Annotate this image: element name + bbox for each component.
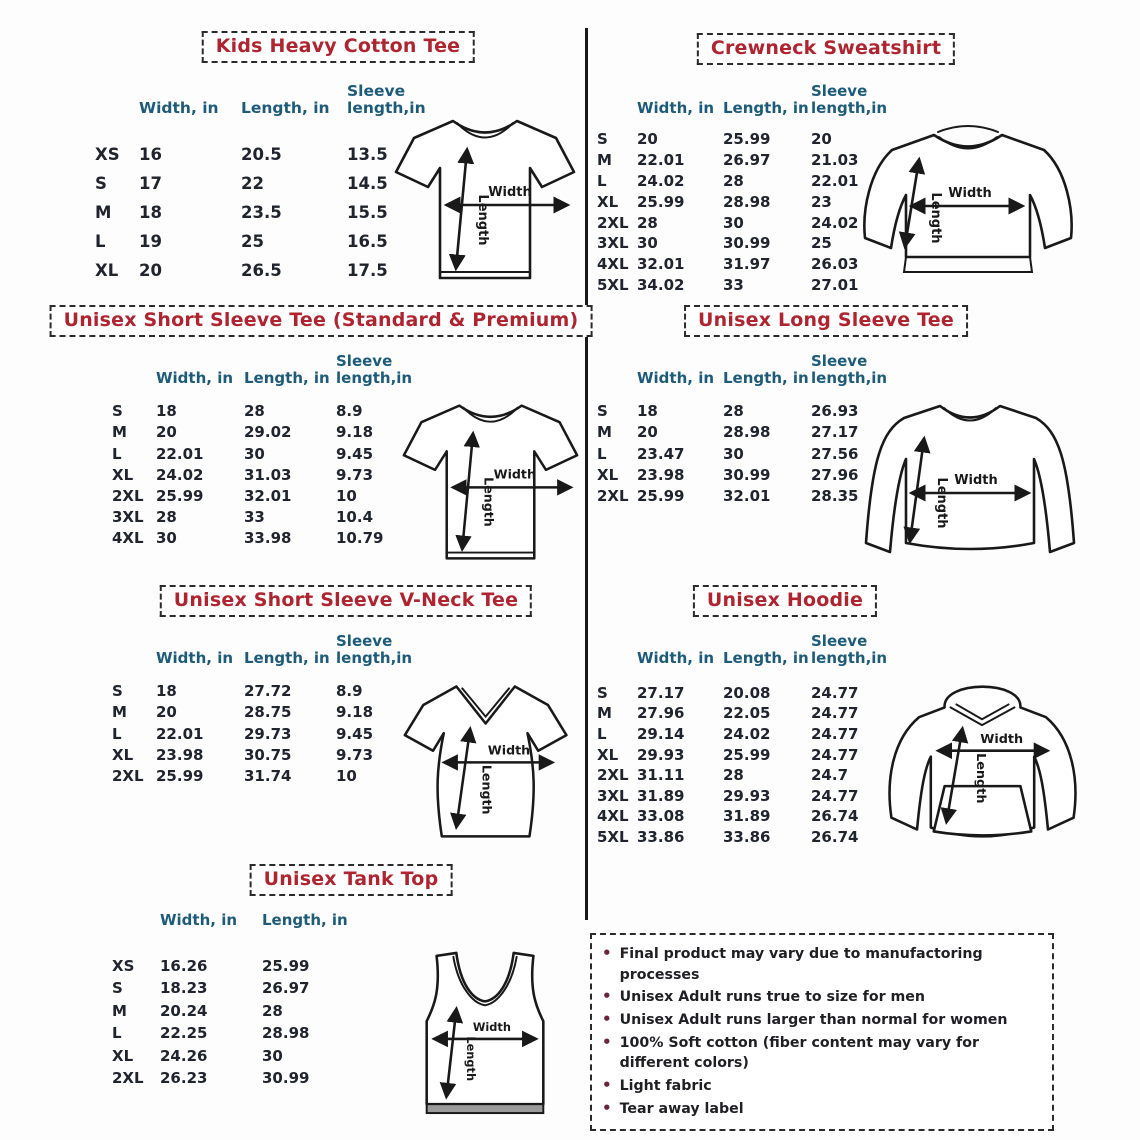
size-value: 20 — [637, 130, 658, 149]
width-label: Width — [948, 186, 992, 201]
size-value: 28.98 — [723, 192, 771, 211]
size-value: 34.02 — [637, 276, 685, 295]
column-header: Sleeve length,in — [811, 632, 888, 667]
size-value: 24.77 — [811, 704, 859, 723]
size-value: 24.77 — [811, 683, 859, 702]
size-value: 25.99 — [723, 130, 771, 149]
size-value: 20.08 — [723, 683, 771, 702]
size-value: 30.99 — [723, 234, 771, 253]
size-value: 27.01 — [811, 276, 859, 295]
size-value: 10.4 — [336, 508, 374, 527]
long-sleeve-tee-illustration — [860, 393, 1080, 575]
size-value: 33.86 — [637, 828, 685, 847]
table-crewneck-sweatshirt — [597, 83, 893, 296]
size-value: 23 — [811, 192, 832, 211]
length-label: Length — [481, 477, 497, 527]
size-value: 25.99 — [156, 486, 204, 505]
size-value: 10.79 — [336, 529, 384, 548]
size-label: XS — [112, 956, 135, 975]
width-label: Width — [472, 1020, 511, 1035]
sweatshirt-illustration — [858, 118, 1078, 288]
size-value: 18 — [637, 402, 658, 421]
section-title-text: Unisex Hoodie — [706, 589, 864, 611]
size-value: 30 — [723, 213, 744, 232]
column-header: Sleeve length,in — [336, 632, 413, 667]
size-value: 28 — [244, 402, 265, 421]
size-label: XL — [112, 465, 134, 484]
size-value: 30 — [156, 529, 177, 548]
note-text: Unisex Adult runs true to size for men — [619, 989, 926, 1006]
hoodie-illustration — [880, 668, 1085, 860]
size-value: 24.02 — [811, 213, 859, 232]
size-value: 26.93 — [811, 402, 859, 421]
size-value: 18 — [156, 682, 177, 701]
size-value: 29.73 — [244, 724, 292, 743]
size-label: 4XL — [597, 807, 629, 826]
column-header: Length, in — [723, 98, 809, 117]
section-title-text: Unisex Tank Top — [263, 868, 439, 890]
size-label: 2XL — [597, 213, 629, 232]
size-label: M — [95, 202, 112, 222]
section-title-text: Unisex Long Sleeve Tee — [698, 309, 954, 331]
table-header-row — [597, 83, 893, 119]
size-value: 31.11 — [637, 766, 685, 785]
size-value: 23.5 — [241, 202, 282, 222]
v-neck-tee-illustration — [398, 672, 583, 847]
size-value: 18 — [139, 202, 162, 222]
size-value: 22 — [241, 173, 264, 193]
size-value: 25.99 — [637, 192, 685, 211]
size-value: 31.74 — [244, 766, 292, 785]
size-label: XL — [597, 192, 619, 211]
size-label: M — [112, 1001, 127, 1020]
size-value: 29.14 — [637, 725, 685, 744]
size-label: L — [597, 444, 607, 463]
size-value: 31.89 — [637, 786, 685, 805]
size-value: 22.01 — [156, 444, 204, 463]
size-value: 32.01 — [244, 486, 292, 505]
tee-illustration — [390, 108, 580, 293]
size-value: 9.18 — [336, 423, 374, 442]
column-header: Sleeve length,in — [336, 352, 413, 387]
section-title-text: Unisex Short Sleeve Tee (Standard & Premium) — [63, 309, 579, 331]
table-body — [112, 401, 420, 549]
size-value: 9.45 — [336, 724, 374, 743]
size-value: 28.98 — [723, 423, 771, 442]
size-label: S — [597, 683, 608, 702]
size-value: 26.74 — [811, 828, 859, 847]
table-kids-heavy-cotton-tee — [95, 83, 435, 285]
size-value: 16.5 — [347, 231, 388, 251]
width-label: Width — [954, 473, 998, 488]
size-value: 32.01 — [637, 255, 685, 274]
size-value: 16 — [139, 144, 162, 164]
size-label: L — [112, 1024, 122, 1043]
title-unisex-long-sleeve-tee — [684, 305, 968, 337]
size-value: 20 — [139, 260, 162, 280]
size-value: 31.89 — [723, 807, 771, 826]
section-title-text: Unisex Short Sleeve V-Neck Tee — [173, 589, 519, 611]
size-value: 30 — [262, 1046, 283, 1065]
size-value: 28 — [262, 1001, 283, 1020]
hem-band — [904, 257, 1032, 272]
size-value: 26.03 — [811, 255, 859, 274]
size-value: 20 — [156, 703, 177, 722]
size-label: 5XL — [597, 276, 629, 295]
size-value: 20 — [637, 423, 658, 442]
size-value: 28.98 — [262, 1024, 310, 1043]
size-column-spacer — [597, 117, 637, 119]
note-text: 100% Soft cotton (fiber content may vary for different colors) — [619, 1034, 979, 1072]
note-line — [602, 1075, 1042, 1097]
column-header: Length, in — [262, 911, 348, 929]
size-value: 28 — [723, 766, 744, 785]
size-label: 2XL — [112, 486, 144, 505]
title-unisex-hoodie — [693, 585, 877, 617]
size-value: 23.98 — [637, 465, 685, 484]
column-header: Width, in — [156, 648, 234, 667]
size-value: 28 — [723, 171, 744, 190]
column-header: Sleeve length,in — [347, 82, 426, 118]
column-header: Width, in — [139, 99, 219, 118]
bullet-icon: • — [602, 1098, 612, 1117]
size-label: L — [95, 231, 106, 251]
bullet-icon: • — [602, 1032, 612, 1051]
table-header-row — [597, 633, 893, 669]
size-value: 22.01 — [156, 724, 204, 743]
size-value: 33 — [244, 508, 265, 527]
size-label: XS — [95, 144, 120, 164]
note-line — [602, 986, 1042, 1008]
table-body — [112, 955, 362, 1089]
column-header: Length, in — [241, 99, 330, 118]
size-value: 13.5 — [347, 144, 388, 164]
bullet-icon: • — [602, 1009, 612, 1028]
size-label: M — [112, 423, 127, 442]
length-label: Length — [973, 753, 989, 804]
note-text: Unisex Adult runs larger than normal for women — [619, 1011, 1008, 1028]
size-value: 28 — [637, 213, 658, 232]
size-label: L — [597, 725, 607, 744]
note-line — [602, 943, 1042, 985]
column-header: Length, in — [244, 648, 330, 667]
size-label: 3XL — [597, 234, 629, 253]
size-value: 20.5 — [241, 144, 282, 164]
size-value: 30 — [637, 234, 658, 253]
table-body — [95, 140, 435, 285]
width-label: Width — [488, 185, 532, 200]
size-value: 24.26 — [160, 1046, 208, 1065]
column-divider — [585, 28, 588, 920]
size-value: 9.73 — [336, 465, 374, 484]
size-value: 27.56 — [811, 444, 859, 463]
size-value: 18 — [156, 402, 177, 421]
table-unisex-v-neck-tee — [112, 633, 420, 787]
width-label: Width — [493, 466, 536, 482]
size-label: 2XL — [597, 766, 629, 785]
size-value: 9.73 — [336, 745, 374, 764]
size-value: 28 — [723, 402, 744, 421]
size-value: 10 — [336, 486, 357, 505]
size-value: 22.01 — [811, 171, 859, 190]
width-label: Width — [980, 731, 1024, 747]
size-value: 28 — [156, 508, 177, 527]
size-value: 21.03 — [811, 150, 859, 169]
size-column-spacer — [112, 387, 156, 389]
size-label: XL — [95, 260, 119, 280]
table-unisex-long-sleeve-tee — [597, 353, 893, 507]
size-label: S — [95, 173, 107, 193]
size-value: 22.01 — [637, 150, 685, 169]
size-value: 33.98 — [244, 529, 292, 548]
table-body — [597, 129, 893, 296]
size-value: 24.77 — [811, 745, 859, 764]
size-value: 28.75 — [244, 703, 292, 722]
size-value: 31.97 — [723, 255, 771, 274]
column-header: Sleeve length,in — [811, 352, 888, 387]
size-value: 16.26 — [160, 956, 208, 975]
table-body — [597, 683, 893, 848]
size-value: 15.5 — [347, 202, 388, 222]
tank-top-illustration — [420, 948, 550, 1118]
bullet-icon: • — [602, 987, 612, 1006]
table-unisex-hoodie — [597, 633, 893, 847]
title-unisex-tank-top — [250, 864, 453, 896]
size-column-spacer — [112, 929, 160, 931]
size-label: S — [112, 979, 123, 998]
column-header: Width, in — [156, 368, 234, 387]
size-value: 8.9 — [336, 402, 363, 421]
size-value: 25.99 — [723, 745, 771, 764]
table-body — [112, 681, 420, 787]
table-unisex-short-sleeve-tee — [112, 353, 420, 549]
size-column-spacer — [95, 118, 139, 120]
size-value: 10 — [336, 766, 357, 785]
size-value: 25.99 — [156, 766, 204, 785]
size-value: 14.5 — [347, 173, 388, 193]
size-label: XL — [597, 465, 619, 484]
tee-illustration — [398, 393, 583, 573]
column-header: Width, in — [637, 648, 715, 667]
table-header-row — [95, 83, 435, 120]
table-header-row — [112, 912, 362, 931]
size-value: 29.93 — [637, 745, 685, 764]
size-value: 25 — [241, 231, 264, 251]
collar-line — [938, 126, 998, 132]
size-value: 26.74 — [811, 807, 859, 826]
title-unisex-v-neck-tee — [160, 585, 532, 617]
column-header: Sleeve length,in — [811, 82, 888, 117]
note-text: Light fabric — [619, 1077, 712, 1094]
table-header-row — [112, 353, 420, 389]
size-value: 25.99 — [637, 486, 685, 505]
size-label: S — [597, 130, 608, 149]
table-body — [597, 401, 893, 507]
length-label: Length — [464, 1036, 479, 1082]
size-label: M — [597, 150, 612, 169]
size-value: 26.23 — [160, 1068, 208, 1087]
size-value: 32.01 — [723, 486, 771, 505]
hem-band — [427, 1104, 544, 1113]
size-value: 24.7 — [811, 766, 849, 785]
size-value: 20.24 — [160, 1001, 208, 1020]
size-label: S — [112, 682, 123, 701]
size-value: 23.98 — [156, 745, 204, 764]
size-value: 17 — [139, 173, 162, 193]
size-value: 25 — [811, 234, 832, 253]
size-value: 24.02 — [637, 171, 685, 190]
size-value: 30 — [244, 444, 265, 463]
size-value: 18.23 — [160, 979, 208, 998]
size-value: 30.99 — [723, 465, 771, 484]
size-label: 5XL — [597, 828, 629, 847]
size-label: M — [597, 704, 612, 723]
bullet-icon: • — [602, 1075, 612, 1094]
size-value: 17.5 — [347, 260, 388, 280]
size-value: 20 — [811, 130, 832, 149]
column-header: Width, in — [160, 911, 238, 929]
size-label: L — [112, 724, 122, 743]
size-value: 9.45 — [336, 444, 374, 463]
size-label: XL — [112, 1046, 134, 1065]
size-value: 27.72 — [244, 682, 292, 701]
bullet-icon: • — [602, 944, 612, 962]
size-value: 26.97 — [262, 979, 310, 998]
size-value: 9.18 — [336, 703, 374, 722]
size-column-spacer — [597, 667, 637, 669]
column-header: Length, in — [723, 648, 809, 667]
size-value: 8.9 — [336, 682, 363, 701]
size-column-spacer — [597, 387, 637, 389]
size-value: 24.02 — [723, 725, 771, 744]
width-label: Width — [487, 742, 531, 758]
size-label: S — [112, 402, 123, 421]
size-value: 26.97 — [723, 150, 771, 169]
note-line — [602, 1032, 1042, 1074]
length-label: Length — [475, 194, 490, 246]
size-label: L — [597, 171, 607, 190]
title-crewneck-sweatshirt — [697, 33, 955, 65]
size-value: 20 — [156, 423, 177, 442]
product-notes-box — [590, 933, 1054, 1131]
table-header-row — [597, 353, 893, 389]
note-line — [602, 1098, 1042, 1120]
size-label: 3XL — [112, 508, 144, 527]
size-value: 22.25 — [160, 1024, 208, 1043]
note-line — [602, 1009, 1042, 1031]
size-label: L — [112, 444, 122, 463]
size-value: 30.99 — [262, 1068, 310, 1087]
size-value: 30.75 — [244, 745, 292, 764]
size-value: 27.17 — [637, 683, 685, 702]
size-value: 24.77 — [811, 725, 859, 744]
size-label: 3XL — [597, 786, 629, 805]
size-label: M — [597, 423, 612, 442]
size-value: 24.02 — [156, 465, 204, 484]
column-header: Length, in — [723, 368, 809, 387]
size-value: 23.47 — [637, 444, 685, 463]
title-unisex-short-sleeve-tee — [50, 305, 593, 337]
note-text: Tear away label — [619, 1100, 744, 1117]
size-label: M — [112, 703, 127, 722]
size-value: 33.86 — [723, 828, 771, 847]
size-label: 2XL — [597, 486, 629, 505]
table-header-row — [112, 633, 420, 669]
length-label: Length — [479, 764, 495, 815]
size-label: S — [597, 402, 608, 421]
column-header: Width, in — [637, 368, 715, 387]
section-title-text: Kids Heavy Cotton Tee — [215, 35, 461, 57]
size-value: 27.96 — [637, 704, 685, 723]
section-title-text: Crewneck Sweatshirt — [710, 37, 942, 59]
size-value: 26.5 — [241, 260, 282, 280]
column-header: Length, in — [244, 368, 330, 387]
size-value: 19 — [139, 231, 162, 251]
size-value: 28.35 — [811, 486, 859, 505]
size-value: 25.99 — [262, 956, 310, 975]
size-label: XL — [597, 745, 619, 764]
size-value: 30 — [723, 444, 744, 463]
length-label: Length — [928, 192, 943, 244]
size-value: 33.08 — [637, 807, 685, 826]
size-value: 33 — [723, 276, 744, 295]
size-label: 2XL — [112, 1068, 144, 1087]
size-value: 29.02 — [244, 423, 292, 442]
size-label: 2XL — [112, 766, 144, 785]
table-unisex-tank-top — [112, 912, 362, 1089]
size-value: 27.17 — [811, 423, 859, 442]
size-value: 31.03 — [244, 465, 292, 484]
note-text: Final product may vary due to manufactoring processes — [619, 946, 983, 983]
size-value: 22.05 — [723, 704, 771, 723]
title-kids-heavy-cotton-tee — [202, 31, 475, 63]
size-value: 27.96 — [811, 465, 859, 484]
size-column-spacer — [112, 667, 156, 669]
size-label: XL — [112, 745, 134, 764]
length-label: Length — [934, 477, 949, 529]
size-value: 24.77 — [811, 786, 859, 805]
size-label: 4XL — [112, 529, 144, 548]
size-value: 29.93 — [723, 786, 771, 805]
column-header: Width, in — [637, 98, 715, 117]
size-label: 4XL — [597, 255, 629, 274]
